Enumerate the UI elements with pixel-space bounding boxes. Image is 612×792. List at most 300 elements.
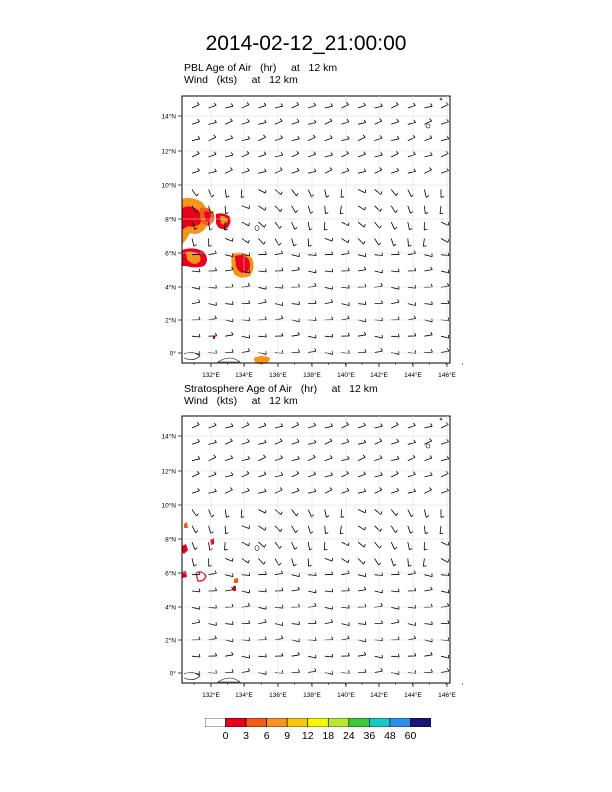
- wind-barb: [391, 102, 398, 108]
- wind-barb: [441, 456, 449, 461]
- wind-barb: [358, 455, 365, 461]
- wind-barb: [292, 222, 298, 229]
- wind-barb: [258, 637, 266, 640]
- wind-barb: [408, 636, 416, 640]
- wind-barb: [391, 589, 399, 592]
- wind-barb: [258, 269, 266, 272]
- wind-barb: [209, 103, 217, 108]
- wind-barb: [192, 102, 199, 108]
- wind-barb: [258, 472, 266, 477]
- lat-tick-label: 4°N: [165, 284, 176, 292]
- wind-barb: [209, 190, 214, 197]
- wind-barb: [225, 206, 228, 214]
- wind-barb: [275, 268, 283, 271]
- wind-barb: [258, 120, 266, 125]
- wind-barb: [375, 335, 383, 338]
- wind-barb: [441, 620, 449, 623]
- wind-barb: [358, 542, 365, 547]
- colorbar-label: 36: [363, 730, 376, 742]
- wind-barb: [308, 526, 313, 534]
- lon-tick-label: 142°E: [370, 372, 388, 379]
- lon-tick-label: 140°E: [337, 692, 355, 699]
- wind-barb: [192, 168, 200, 173]
- wind-barb: [225, 349, 233, 352]
- wind-barb: [225, 573, 233, 576]
- colorbar-swatch: [226, 718, 247, 727]
- wind-barb: [292, 301, 300, 304]
- colorbar-label: 18: [322, 730, 335, 742]
- panel1-field-title: PBL Age of Air (hr) at 12 km: [184, 62, 338, 74]
- wind-barb: [258, 152, 266, 157]
- wind-barb: [375, 603, 383, 607]
- wind-barb: [209, 169, 217, 174]
- wind-barb: [258, 190, 266, 194]
- wind-barb: [341, 653, 349, 656]
- wind-barb: [358, 440, 366, 445]
- wind-barb: [358, 253, 366, 256]
- wind-barb: [408, 588, 416, 591]
- wind-barb: [440, 526, 443, 534]
- colorbar-swatch: [246, 718, 267, 727]
- wind-barb: [441, 603, 449, 607]
- wind-barb: [225, 542, 228, 550]
- wind-barb: [440, 206, 443, 214]
- lon-tick-label: 144°E: [404, 692, 422, 699]
- wind-barb: [424, 267, 432, 271]
- wind-barb: [242, 205, 250, 208]
- wind-barb: [391, 471, 398, 477]
- colorbar-swatch: [308, 718, 329, 727]
- wind-barb: [325, 488, 332, 494]
- wind-barb: [192, 589, 200, 592]
- wind-barb: [192, 238, 197, 246]
- wind-barb: [341, 422, 348, 428]
- lat-tick-label: 6°N: [165, 570, 176, 578]
- wind-barb: [209, 653, 217, 656]
- colorbar-label: 12: [301, 730, 314, 742]
- wind-barb: [292, 573, 300, 576]
- wind-barb: [358, 267, 366, 271]
- wind-barb: [325, 334, 333, 337]
- wind-barb: [325, 589, 333, 592]
- wind-barb: [375, 222, 382, 228]
- wind-barb: [209, 268, 217, 271]
- wind-barb: [408, 103, 416, 108]
- lat-tick-label: 0°: [169, 350, 176, 358]
- lat-tick-label: 14°N: [161, 113, 176, 121]
- wind-barb: [408, 605, 416, 608]
- wind-barb: [424, 621, 432, 624]
- wind-barb: [408, 251, 416, 255]
- pbl-shading: [182, 198, 270, 364]
- wind-barb: [441, 439, 449, 444]
- wind-barb: [341, 268, 349, 271]
- lat-tick-label: 12°N: [161, 148, 176, 156]
- wind-barb: [424, 587, 432, 591]
- wind-barb: [275, 222, 282, 228]
- colorbar-swatch: [390, 718, 411, 727]
- wind-barb: [242, 668, 250, 672]
- wind-barb: [391, 136, 399, 141]
- wind-barb: [209, 455, 216, 461]
- wind-barb: [391, 190, 398, 196]
- wind-barb: [391, 422, 398, 428]
- wind-barb: [192, 558, 197, 566]
- wind-barb: [391, 654, 399, 657]
- wind-barb: [325, 119, 332, 125]
- wind-barb: [375, 152, 383, 157]
- wind-barb: [325, 103, 333, 108]
- wind-barb: [341, 571, 349, 575]
- wind-barb: [209, 472, 217, 477]
- wind-barb: [275, 190, 282, 195]
- wind-barb: [325, 152, 333, 157]
- lat-tick-label: 12°N: [161, 468, 176, 476]
- wind-barb: [258, 440, 266, 445]
- wind-barb: [408, 135, 415, 141]
- lon-tick-label: 132°E: [202, 372, 220, 379]
- wind-barb: [325, 510, 329, 518]
- lat-tick-label: 4°N: [165, 604, 176, 612]
- wind-barb: [424, 488, 431, 494]
- wind-barb: [325, 423, 333, 428]
- wind-barb: [424, 119, 431, 125]
- wind-barb: [258, 238, 265, 244]
- lon-tick-label: 138°E: [303, 692, 321, 699]
- wind-barb: [258, 334, 266, 337]
- wind-barb: [225, 332, 233, 336]
- wind-barb: [192, 317, 200, 320]
- page-title: 2014-02-12_21:00:00: [205, 32, 407, 55]
- wind-barb: [209, 605, 217, 608]
- wind-barb: [242, 283, 250, 287]
- lat-tick-label: 10°N: [161, 502, 176, 510]
- wind-barb: [242, 488, 250, 493]
- wind-barb: [192, 488, 200, 493]
- wind-barb: [341, 102, 348, 108]
- wind-barb: [258, 423, 266, 428]
- wind-barb: [292, 669, 300, 672]
- wind-barb: [225, 423, 233, 428]
- wind-barb: [341, 302, 349, 305]
- wind-barb: [192, 299, 200, 303]
- wind-barb: [424, 349, 432, 352]
- wind-barb: [408, 268, 416, 271]
- colorbar-swatch: [267, 718, 288, 727]
- wind-barb: [441, 238, 449, 242]
- wind-barb: [358, 152, 366, 157]
- wind-barb: [341, 136, 349, 141]
- wind-barb: [275, 605, 283, 608]
- wind-barb: [242, 603, 250, 607]
- wind-barb: [375, 168, 382, 174]
- wind-barb: [375, 119, 382, 125]
- wind-barb: [325, 190, 329, 198]
- colorbar-swatch: [369, 718, 390, 727]
- wind-barb: [192, 542, 197, 549]
- wind-barb: [275, 251, 283, 255]
- wind-barb: [242, 151, 249, 157]
- wind-barb: [325, 206, 329, 214]
- wind-barb: [292, 621, 300, 624]
- wind-barb: [341, 119, 349, 124]
- colorbar-swatch: [287, 718, 308, 727]
- wind-barb: [441, 638, 449, 641]
- wind-barb: [192, 526, 198, 533]
- wind-barb: [358, 349, 366, 352]
- wind-barb: [209, 558, 212, 566]
- wind-barb: [341, 622, 349, 625]
- wind-barb: [325, 637, 333, 640]
- wind-barb: [358, 510, 366, 513]
- wind-barb: [225, 103, 233, 108]
- wind-barb: [225, 238, 233, 241]
- wind-barb: [391, 606, 399, 609]
- wind-barb: [209, 489, 217, 494]
- wind-barb: [341, 588, 349, 591]
- wind-barb: [242, 222, 250, 226]
- wind-barb: [308, 206, 313, 214]
- wind-barb: [441, 119, 449, 124]
- wind-barb: [408, 558, 412, 566]
- lat-tick-label: 0°: [169, 670, 176, 678]
- wind-barb: [292, 558, 297, 566]
- map-axes: [161, 96, 462, 379]
- wind-barb: [408, 510, 414, 517]
- wind-barb: [424, 652, 432, 656]
- colorbar-swatch: [349, 718, 370, 727]
- wind-barb: [292, 253, 300, 256]
- lat-tick-label: 8°N: [165, 216, 176, 224]
- wind-barb: [325, 526, 329, 534]
- wind-barb: [292, 439, 300, 444]
- wind-barb: [258, 169, 266, 174]
- wind-barb: [408, 302, 416, 305]
- strat-wind-barbs: [192, 422, 449, 674]
- wind-barb: [225, 190, 229, 198]
- lon-tick-label: 136°E: [269, 372, 287, 379]
- wind-barb: [391, 558, 396, 566]
- wind-barb: [209, 571, 217, 575]
- wind-barb: [341, 605, 349, 608]
- wind-barb: [408, 206, 413, 214]
- wind-barb: [275, 135, 283, 140]
- wind-barb: [275, 168, 282, 174]
- wind-barb: [275, 316, 283, 320]
- wind-barb: [441, 335, 449, 338]
- wind-barb: [441, 283, 449, 287]
- wind-barb: [225, 439, 232, 445]
- wind-barb: [242, 456, 250, 461]
- wind-barb: [358, 103, 366, 108]
- wind-barb: [292, 652, 300, 656]
- wind-barb: [258, 489, 266, 494]
- wind-barb: [308, 558, 311, 566]
- wind-barb: [375, 238, 381, 245]
- wind-barb: [325, 238, 333, 241]
- wind-barb: [358, 169, 366, 174]
- wind-barb: [424, 332, 432, 336]
- wind-barb: [192, 269, 200, 272]
- wind-barb: [275, 333, 283, 336]
- wind-barb: [192, 456, 200, 461]
- wind-barb: [209, 302, 217, 305]
- wind-barb: [441, 590, 449, 593]
- lon-tick-label: 146°E: [438, 692, 456, 699]
- wind-barb: [341, 488, 349, 493]
- wind-barb: [192, 439, 200, 444]
- wind-barb: [242, 422, 249, 428]
- wind-barb: [292, 456, 300, 461]
- wind-barb: [242, 136, 250, 141]
- wind-barb: [358, 222, 365, 227]
- wind-barb: [242, 348, 250, 352]
- wind-barb: [408, 571, 416, 575]
- lon-tick-label: 136°E: [269, 692, 287, 699]
- wind-barb: [192, 654, 200, 657]
- wind-barb: [375, 638, 383, 641]
- wind-barb: [258, 286, 266, 289]
- wind-barb: [292, 238, 297, 246]
- wind-barb: [225, 455, 233, 460]
- wind-barb: [375, 190, 382, 195]
- colorbar-label: 0: [222, 730, 229, 742]
- wind-barb: [275, 488, 282, 494]
- wind-barb: [292, 471, 299, 477]
- wind-barb: [325, 654, 333, 657]
- map-axes: [161, 416, 462, 699]
- wind-barb: [225, 652, 233, 656]
- wind-barb: [341, 542, 349, 546]
- wind-barb: [375, 103, 383, 108]
- wind-barb: [325, 299, 333, 303]
- wind-barb: [441, 270, 449, 273]
- wind-barb: [275, 622, 283, 625]
- lon-tick-label: 146°E: [438, 372, 456, 379]
- wind-barb: [275, 571, 283, 575]
- wind-barb: [325, 317, 333, 320]
- wind-barb: [275, 439, 282, 445]
- wind-barb: [258, 558, 265, 564]
- wind-barb: [391, 286, 399, 289]
- wind-barb: [375, 590, 383, 593]
- wind-barb: [242, 542, 250, 546]
- wind-barb: [324, 222, 327, 230]
- lon-tick-label: 138°E: [303, 372, 321, 379]
- wind-barb: [209, 510, 214, 517]
- panel2-wind-title: Wind (kts) at 12 km: [184, 395, 298, 407]
- wind-barb: [275, 423, 283, 428]
- wind-barb: [292, 102, 299, 108]
- wind-barb: [258, 510, 266, 514]
- pbl-age-of-air-map: [160, 96, 460, 386]
- wind-barb: [424, 510, 429, 518]
- wind-barb: [424, 135, 432, 140]
- wind-barb: [225, 301, 233, 304]
- colorbar-label: 24: [342, 730, 355, 742]
- wind-barb: [225, 472, 233, 477]
- wind-barb: [325, 135, 333, 140]
- wind-barb: [408, 222, 412, 230]
- wind-barb: [242, 102, 249, 108]
- wind-barb: [192, 606, 200, 609]
- lon-tick-label: 140°E: [337, 372, 355, 379]
- wind-barb: [441, 222, 449, 225]
- wind-barb: [258, 206, 265, 210]
- stratosphere-age-of-air-map: [160, 416, 460, 706]
- wind-barb: [325, 558, 333, 561]
- wind-barb: [358, 301, 366, 304]
- wind-barb: [275, 455, 283, 460]
- wind-barb: [375, 620, 383, 623]
- wind-barb: [358, 423, 366, 428]
- wind-barb: [292, 136, 300, 141]
- pbl-wind-barbs: [192, 102, 449, 354]
- wind-barb: [192, 510, 198, 517]
- coastline: [184, 418, 442, 682]
- wind-barb: [341, 168, 349, 173]
- wind-barb: [275, 206, 282, 212]
- wind-barb: [292, 510, 299, 516]
- wind-barb: [325, 269, 333, 272]
- wind-barb: [192, 471, 199, 477]
- wind-barb: [258, 606, 266, 609]
- wind-barb: [424, 222, 427, 230]
- wind-barb: [375, 300, 383, 303]
- wind-barb: [242, 655, 250, 658]
- lat-tick-label: 2°N: [165, 637, 176, 645]
- wind-barb: [242, 558, 249, 563]
- wind-barb: [424, 669, 432, 672]
- wind-barb: [258, 589, 266, 592]
- lat-tick-label: 8°N: [165, 536, 176, 544]
- wind-barb: [225, 168, 232, 174]
- wind-barb: [358, 238, 365, 244]
- wind-barb: [192, 151, 199, 157]
- wind-barb: [209, 285, 217, 288]
- wind-barb: [391, 317, 399, 320]
- wind-barb: [341, 510, 344, 518]
- lat-tick-label: 10°N: [161, 182, 176, 190]
- wind-barb: [408, 440, 416, 445]
- wind-barb: [424, 190, 429, 198]
- wind-barb: [275, 472, 283, 477]
- wind-barb: [258, 542, 265, 547]
- wind-barb: [375, 270, 383, 273]
- wind-barb: [408, 190, 414, 197]
- wind-barb: [408, 285, 416, 288]
- colorbar-swatch: [328, 718, 349, 727]
- wind-barb: [358, 206, 366, 210]
- wind-barb: [408, 542, 412, 550]
- wind-barb: [242, 638, 250, 641]
- wind-barb: [358, 573, 366, 576]
- wind-barb: [408, 120, 416, 125]
- wind-barb: [341, 333, 349, 336]
- lon-tick-label: 142°E: [370, 692, 388, 699]
- wind-barb: [242, 471, 249, 477]
- wind-barb: [258, 526, 265, 530]
- wind-barb: [391, 637, 399, 640]
- wind-barb: [375, 423, 383, 428]
- wind-barb: [292, 206, 298, 213]
- lon-tick-label: 144°E: [404, 372, 422, 379]
- wind-barb: [258, 299, 266, 303]
- wind-barb: [375, 526, 382, 532]
- wind-barb: [341, 456, 349, 461]
- wind-barb: [242, 439, 250, 444]
- wind-barb: [375, 318, 383, 321]
